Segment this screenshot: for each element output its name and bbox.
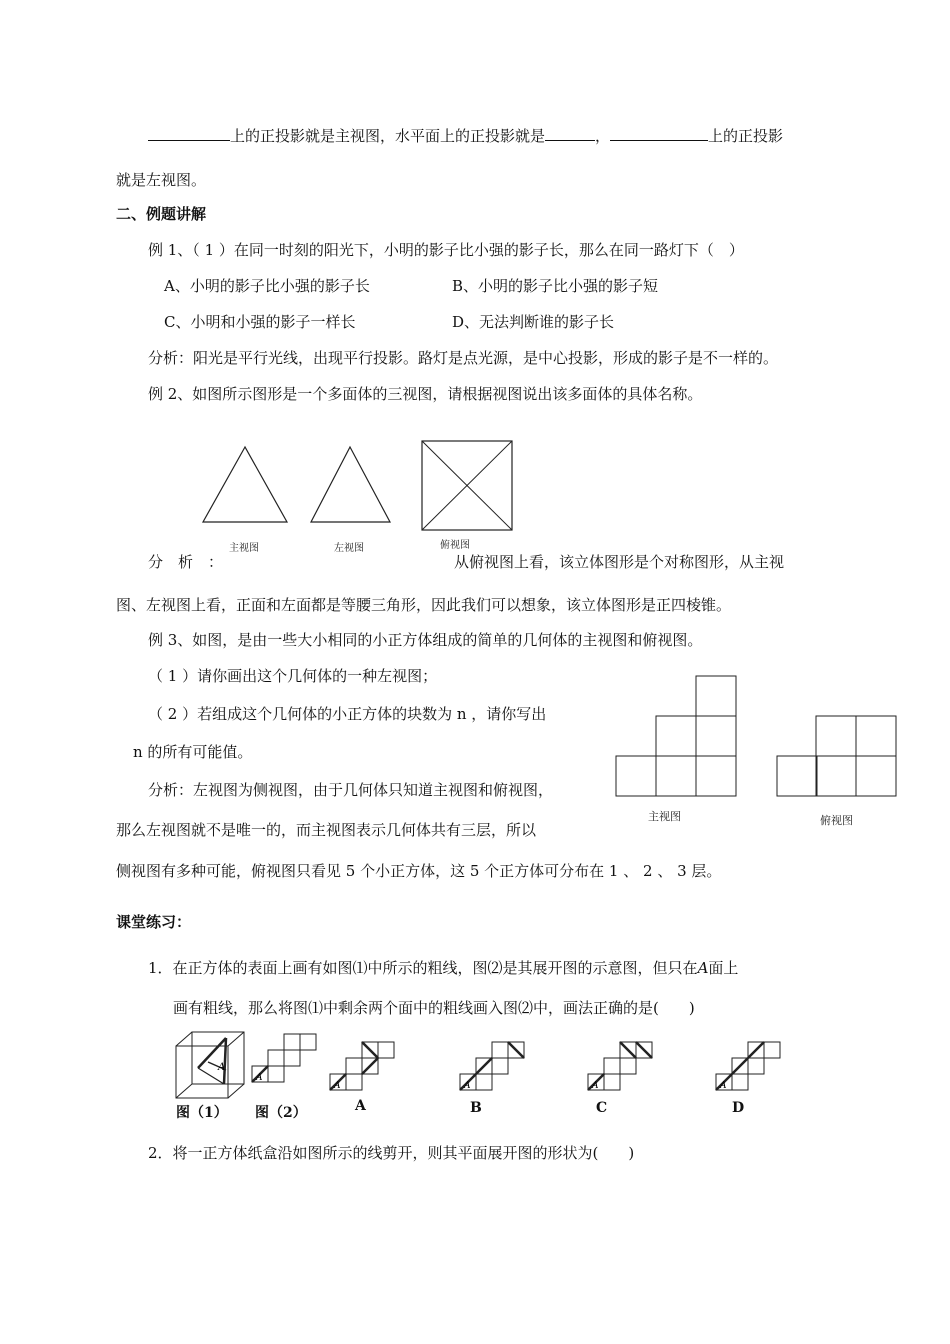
- figure-2-net: [252, 1034, 316, 1082]
- ex1-question: 例 1、（ 1 ）在同一时刻的阳光下，小明的影子比小强的影子长，那么在同一路灯下（ ）: [148, 241, 744, 259]
- intro-line-2: 就是左视图。: [116, 171, 207, 189]
- left-view-triangle: [311, 447, 390, 522]
- option-d-net: [716, 1042, 780, 1090]
- option-d-face-label: A: [720, 1081, 727, 1091]
- option-c-face-label: A: [592, 1081, 599, 1091]
- ex3-analysis-3: 侧视图有多种可能，俯视图只看见 5 个小正方体，这 5 个正方体可分布在 1 、 2 、 3 层。: [116, 862, 722, 880]
- ex3-front-view: [616, 676, 736, 796]
- option-a-net: [330, 1042, 394, 1090]
- ex1-option-b: B、小明的影子比小强的影子短: [452, 277, 659, 295]
- ex3-top-view: [777, 716, 896, 796]
- ex2-caption-front: 主视图: [229, 543, 259, 554]
- ex3-q1: （ 1 ）请你画出这个几何体的一种左视图；: [148, 667, 438, 685]
- blank-2[interactable]: [545, 126, 595, 141]
- top-view-diagonal-1: [422, 441, 512, 530]
- ex2-caption-left: 左视图: [334, 543, 364, 554]
- ex2-analysis-1: 从俯视图上看，该立体图形是个对称图形，从主视: [454, 553, 785, 571]
- ex2-caption-top: 俯视图: [440, 540, 470, 551]
- section-heading: 二、例题讲解: [116, 205, 207, 223]
- ex2-analysis-label: 分 析 ：: [148, 553, 224, 571]
- ex1-option-a: A、小明的影子比小强的影子长: [164, 277, 370, 295]
- blank-3[interactable]: [610, 126, 708, 141]
- ex1-option-d: D、无法判断谁的影子长: [452, 313, 615, 331]
- option-b-face-label: A: [464, 1081, 471, 1091]
- ex3-caption-front: 主视图: [648, 810, 681, 823]
- figure-1-cube: [176, 1032, 244, 1098]
- figure-1-label: 图（1）: [176, 1105, 228, 1121]
- figure-2-label: 图（2）: [255, 1105, 307, 1121]
- ex2-analysis-2: 图、左视图上看，正面和左面都是等腰三角形，因此我们可以想象，该立体图形是正四棱锥。: [116, 596, 732, 614]
- blank-1[interactable]: [148, 126, 230, 141]
- option-a-label[interactable]: A: [355, 1098, 366, 1114]
- ex3-question: 例 3、如图，是由一些大小相同的小正方体组成的简单的几何体的主视图和俯视图。: [148, 631, 703, 649]
- ex3-analysis-2: 那么左视图就不是唯一的，而主视图表示几何体共有三层，所以: [116, 821, 537, 839]
- practice-2: 2．将一正方体纸盒沿如图所示的线剪开，则其平面展开图的形状为( ): [148, 1144, 635, 1162]
- ex3-q2: （ 2 ）若组成这个几何体的小正方体的块数为 n ，请你写出: [148, 705, 547, 723]
- figure-1-face-label: A: [218, 1062, 226, 1073]
- option-c-label[interactable]: C: [596, 1100, 608, 1116]
- ex2-question: 例 2、如图所示图形是一个多面体的三视图，请根据视图说出该多面体的具体名称。: [148, 385, 703, 403]
- figure-2-face-label: A: [256, 1073, 263, 1083]
- front-view-triangle: [203, 447, 287, 522]
- ex1-analysis: 分析：阳光是平行光线，出现平行投影。路灯是点光源，是中心投影，形成的影子是不一样的。: [148, 349, 779, 367]
- option-b-label[interactable]: B: [470, 1100, 482, 1116]
- practice-1-line-1: 1．在正方体的表面上画有如图⑴中所示的粗线，图⑵是其展开图的示意图，但只在A面上: [148, 959, 739, 977]
- top-view-diagonal-2: [422, 441, 512, 530]
- option-d-label[interactable]: D: [732, 1100, 745, 1116]
- practice-1-line-2: 画有粗线，那么将图⑴中剩余两个面中的粗线画入图⑵中，画法正确的是( ): [173, 999, 695, 1017]
- ex3-analysis-1: 分析：左视图为侧视图，由于几何体只知道主视图和俯视图，: [148, 781, 554, 799]
- top-view-square: [422, 441, 512, 530]
- option-b-net: [460, 1042, 524, 1090]
- intro-line-1: 上的正投影就是主视图，水平面上的正投影就是 ， 上的正投影: [148, 126, 783, 146]
- practice-heading: 课堂练习：: [116, 913, 192, 931]
- ex3-q2b: n 的所有可能值。: [133, 743, 253, 761]
- ex1-option-c: C、小明和小强的影子一样长: [164, 313, 356, 331]
- option-a-face-label: A: [334, 1081, 341, 1091]
- ex3-caption-top: 俯视图: [820, 814, 853, 827]
- option-c-net: [588, 1042, 652, 1090]
